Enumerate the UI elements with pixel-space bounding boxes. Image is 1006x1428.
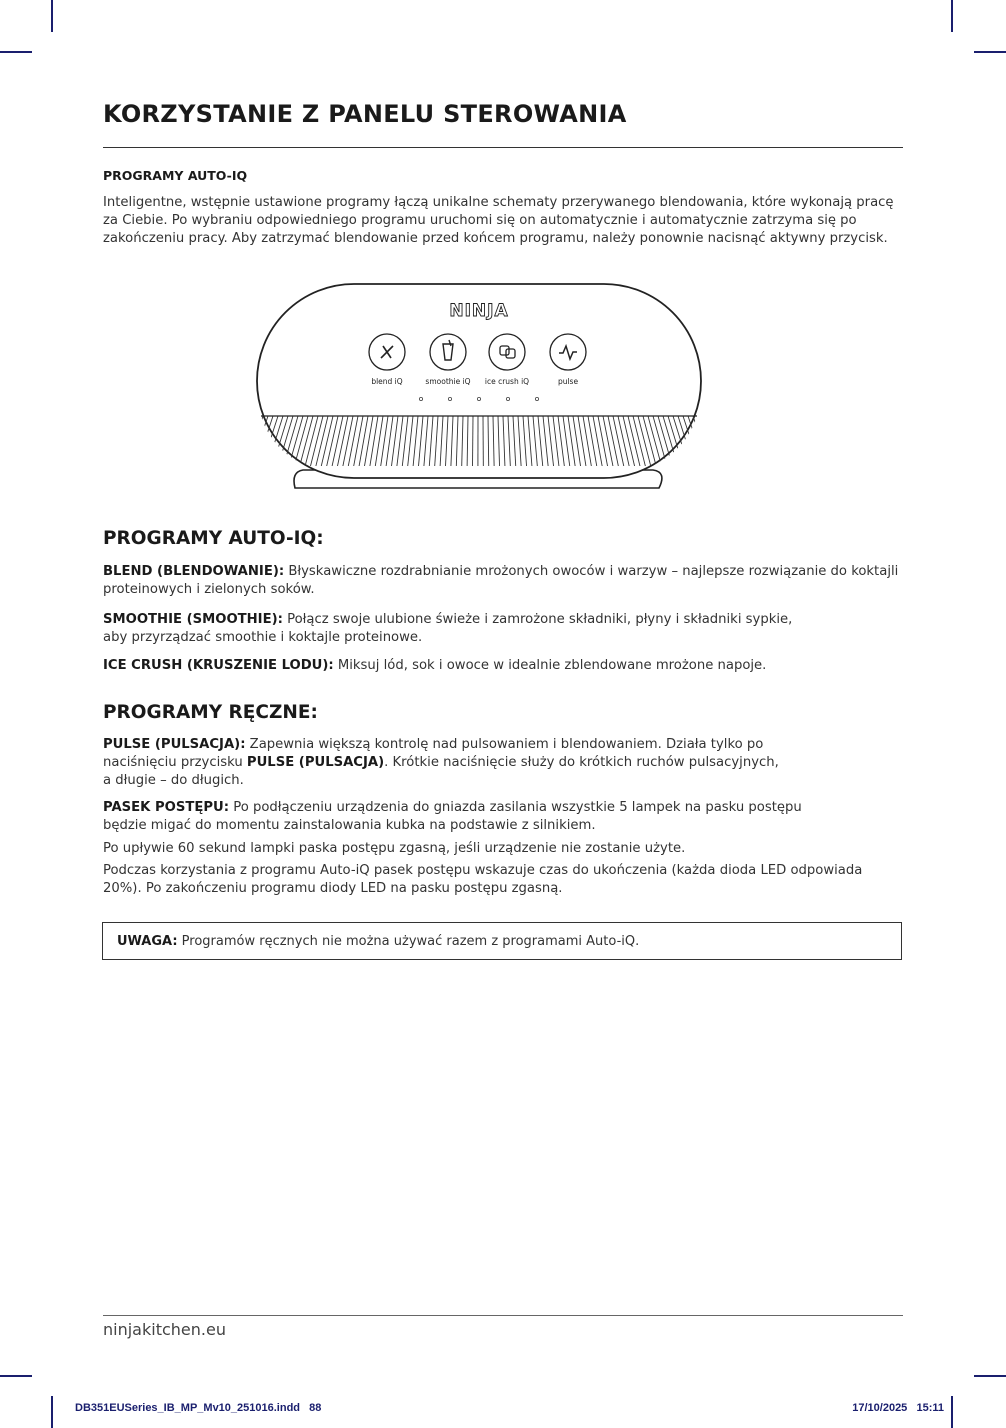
blend-text: Błyskawiczne rozdrabnianie mrożonych owoców i warzyw – najlepsze rozwiązanie do koktajli proteinowych i zielonych soków.	[103, 564, 899, 597]
grille-line	[253, 416, 263, 468]
button-label: smoothie iQ	[425, 377, 471, 386]
blend-description	[103, 563, 905, 599]
progress-label: PASEK POSTĘPU:	[103, 800, 230, 815]
crop-mark	[51, 1396, 53, 1428]
progress-bar-description	[103, 799, 905, 835]
pulse-button-ref: PULSE (PULSACJA)	[246, 755, 385, 770]
pulse-description	[103, 736, 905, 790]
intro-paragraph: Inteligentne, wstępnie ustawione programy łączą unikalne schematy przerywanego blendowania, które wykonają pracę za Ciebie. Po wybraniu odpowiedniego programu uruchomi się on automatycznie i automatycznie zatrzyma się po zakończeniu pracy. Aby zatrzymać blendowanie przed końcem programu, należy ponownie nacisnąć aktywny przycisk.	[103, 195, 894, 246]
footer-url: ninjakitchen.eu	[103, 1320, 226, 1339]
heading-auto-programs: PROGRAMY AUTO-IQ:	[103, 528, 324, 549]
smoothie-label: SMOOTHIE (SMOOTHIE):	[103, 612, 283, 627]
smoothie-description	[103, 611, 905, 647]
smoothie-text: Połącz swoje ulubione świeże i zamrożone składniki, płyny i składniki sypkie,	[282, 612, 793, 627]
crop-mark	[951, 0, 953, 32]
button-label: pulse	[557, 377, 579, 386]
note-body: Programów ręcznych nie można używać razem z programami Auto-iQ.	[177, 934, 640, 949]
control-panel-illustration	[253, 282, 705, 494]
ice-crush-label: ICE CRUSH (KRUSZENIE LODU):	[103, 658, 334, 673]
grille-line	[253, 416, 268, 468]
progress-text: Po podłączeniu urządzenia do gniazda zasilania wszystkie 5 lampek na pasku postępu	[229, 800, 802, 815]
file-slug: DB351EUSeries_IB_MP_Mv10_251016.indd 88	[75, 1402, 322, 1414]
led-description: Podczas korzystania z programu Auto-iQ pasek postępu wskazuje czas do ukończenia (każda dioda LED odpowiada 20%). Po zakończeniu programu diody LED na pasku postępu zgasną.	[103, 863, 863, 896]
ice-crush-description	[103, 657, 905, 675]
blend-label: BLEND (BLENDOWANIE):	[103, 564, 285, 579]
note-box	[102, 922, 902, 960]
ninja-logo: NINJA	[449, 301, 509, 321]
ice-crush-text: Miksuj lód, sok i owoce w idealnie zblendowane mrożone napoje.	[333, 658, 767, 673]
button-blend[interactable]	[369, 334, 405, 386]
page-title: KORZYSTANIE Z PANELU STEROWANIA	[103, 100, 627, 128]
print-date: 17/10/2025 15:11	[852, 1402, 944, 1414]
grille-line	[693, 416, 705, 468]
grille-line	[256, 416, 273, 468]
divider	[103, 147, 903, 148]
timeout-description: Po upływie 60 sekund lampki paska postępu zgasną, jeśli urządzenie nie zostanie użyte.	[103, 841, 686, 856]
crop-mark	[951, 1396, 953, 1428]
smoothie-text: aby przyrządzać smoothie i koktajle proteinowe.	[103, 630, 423, 645]
footer-divider	[103, 1315, 903, 1316]
grille-line	[688, 416, 705, 468]
button-ice-crush[interactable]	[485, 334, 529, 386]
note-label: UWAGA:	[117, 934, 178, 949]
pulse-text: a długie – do długich.	[103, 773, 244, 788]
button-label: ice crush iQ	[484, 377, 530, 386]
section-subtitle: PROGRAMY AUTO-IQ	[103, 168, 248, 183]
pulse-text: naciśnięciu przycisku	[103, 755, 247, 770]
crop-mark	[974, 51, 1006, 53]
pulse-text: . Krótkie naciśnięcie służy do krótkich ruchów pulsacyjnych,	[384, 755, 779, 770]
note-text	[117, 934, 639, 949]
pulse-text: Zapewnia większą kontrolę nad pulsowaniem i blendowaniem. Działa tylko po	[245, 737, 764, 752]
progress-text: będzie migać do momentu zainstalowania kubka na podstawie z silnikiem.	[103, 818, 596, 833]
heading-manual-programs: PROGRAMY RĘCZNE:	[103, 702, 318, 723]
crop-mark	[0, 1375, 32, 1377]
grille-line	[473, 416, 474, 468]
pulse-label: PULSE (PULSACJA):	[103, 737, 246, 752]
crop-mark	[974, 1375, 1006, 1377]
crop-mark	[0, 51, 32, 53]
crop-mark	[51, 0, 53, 32]
button-label: blend iQ	[371, 377, 403, 386]
